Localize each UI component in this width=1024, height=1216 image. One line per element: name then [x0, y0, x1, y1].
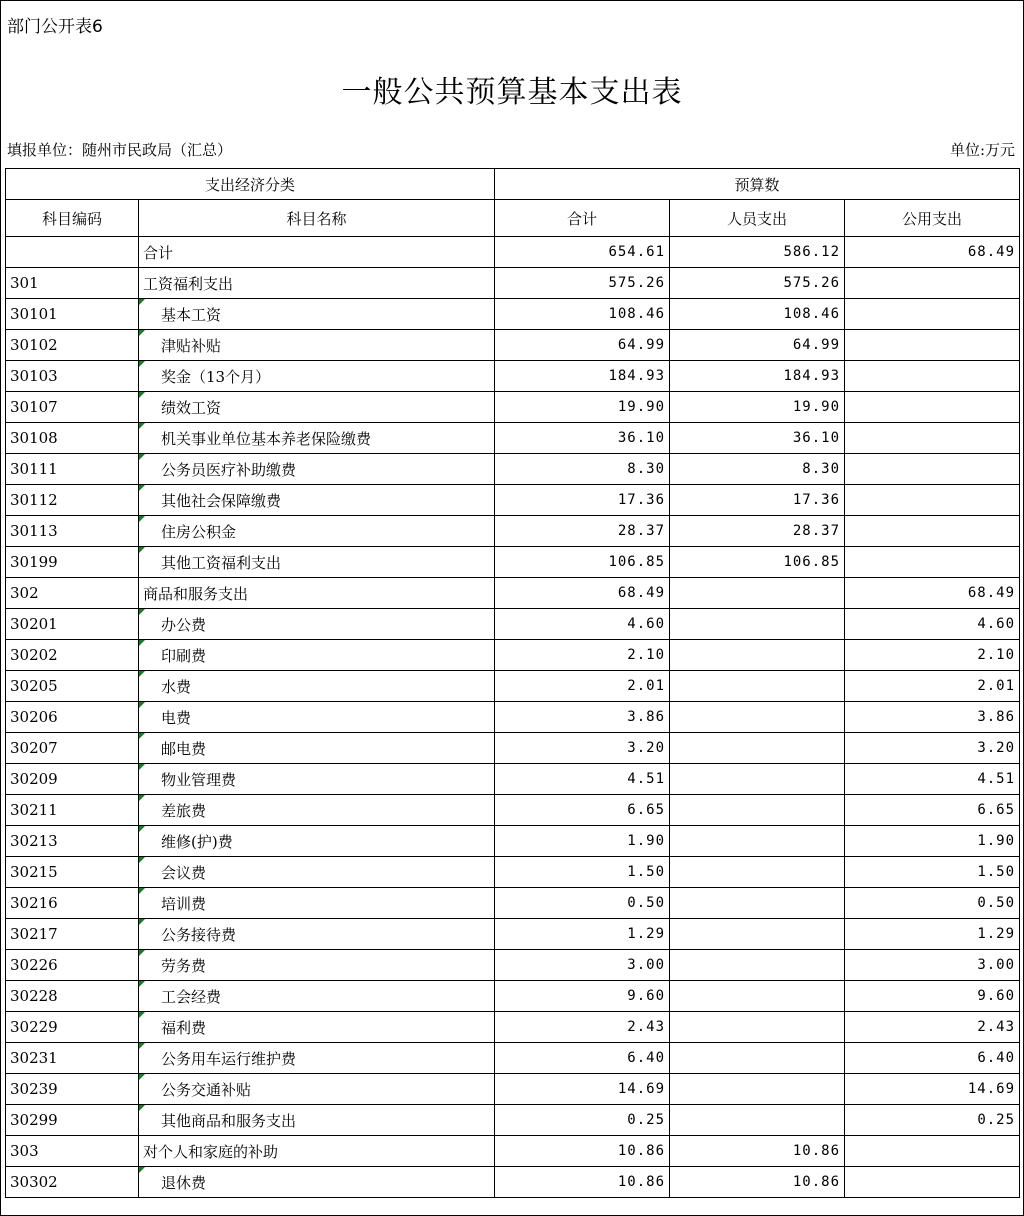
row-public: 9.60 — [845, 981, 1020, 1012]
row-name: 邮电费 — [139, 733, 495, 764]
row-public — [845, 392, 1020, 423]
row-total: 4.60 — [495, 609, 670, 640]
header-public: 公用支出 — [845, 200, 1020, 237]
row-code: 30108 — [6, 423, 139, 454]
row-name: 劳务费 — [139, 950, 495, 981]
row-code: 30299 — [6, 1105, 139, 1136]
row-total: 19.90 — [495, 392, 670, 423]
row-total: 6.65 — [495, 795, 670, 826]
row-total: 14.69 — [495, 1074, 670, 1105]
unit-row — [7, 139, 1015, 160]
row-personnel — [670, 640, 845, 671]
table-row — [6, 268, 1020, 299]
row-total: 2.43 — [495, 1012, 670, 1043]
row-code: 30217 — [6, 919, 139, 950]
row-name: 会议费 — [139, 857, 495, 888]
page-title: 一般公共预算基本支出表 — [341, 75, 683, 110]
row-public — [845, 268, 1020, 299]
row-personnel: 575.26 — [670, 268, 845, 299]
table-row — [6, 1043, 1020, 1074]
row-total: 2.10 — [495, 640, 670, 671]
row-name: 津贴补贴 — [139, 330, 495, 361]
row-name: 差旅费 — [139, 795, 495, 826]
row-public — [845, 330, 1020, 361]
row-code: 30216 — [6, 888, 139, 919]
row-personnel — [670, 702, 845, 733]
row-personnel — [670, 671, 845, 702]
row-personnel: 106.85 — [670, 547, 845, 578]
currency-unit: 单位:万元 — [949, 141, 1015, 159]
row-personnel — [670, 981, 845, 1012]
row-public — [845, 485, 1020, 516]
row-total: 28.37 — [495, 516, 670, 547]
row-code: 30213 — [6, 826, 139, 857]
row-code: 30229 — [6, 1012, 139, 1043]
row-code: 303 — [6, 1136, 139, 1167]
table-row — [6, 857, 1020, 888]
table-row — [6, 361, 1020, 392]
row-personnel: 8.30 — [670, 454, 845, 485]
row-code: 30215 — [6, 857, 139, 888]
row-total: 106.85 — [495, 547, 670, 578]
row-total: 17.36 — [495, 485, 670, 516]
table-row — [6, 609, 1020, 640]
document-label: 部门公开表6 — [7, 17, 103, 37]
row-name: 福利费 — [139, 1012, 495, 1043]
row-personnel — [670, 950, 845, 981]
row-code: 30101 — [6, 299, 139, 330]
table-row — [6, 454, 1020, 485]
row-total: 6.40 — [495, 1043, 670, 1074]
table-row — [6, 237, 1020, 268]
row-public: 3.86 — [845, 702, 1020, 733]
row-personnel — [670, 795, 845, 826]
row-code: 30206 — [6, 702, 139, 733]
row-personnel: 108.46 — [670, 299, 845, 330]
header-group-row — [6, 169, 1020, 200]
row-total: 1.50 — [495, 857, 670, 888]
table-row — [6, 671, 1020, 702]
row-code: 30199 — [6, 547, 139, 578]
row-name: 维修(护)费 — [139, 826, 495, 857]
row-name: 印刷费 — [139, 640, 495, 671]
row-total: 3.00 — [495, 950, 670, 981]
row-name: 退休费 — [139, 1167, 495, 1198]
row-name: 奖金（13个月） — [139, 361, 495, 392]
row-name: 机关事业单位基本养老保险缴费 — [139, 423, 495, 454]
row-public: 3.00 — [845, 950, 1020, 981]
row-total: 3.20 — [495, 733, 670, 764]
table-row — [6, 888, 1020, 919]
row-code: 30111 — [6, 454, 139, 485]
row-name: 公务交通补贴 — [139, 1074, 495, 1105]
row-public — [845, 361, 1020, 392]
header-column-row — [6, 200, 1020, 237]
row-name: 培训费 — [139, 888, 495, 919]
row-public — [845, 299, 1020, 330]
row-code: 30202 — [6, 640, 139, 671]
header-code: 科目编码 — [6, 200, 139, 237]
row-public: 2.10 — [845, 640, 1020, 671]
row-code: 30113 — [6, 516, 139, 547]
row-name: 电费 — [139, 702, 495, 733]
row-personnel — [670, 826, 845, 857]
row-name: 公务用车运行维护费 — [139, 1043, 495, 1074]
row-code: 30239 — [6, 1074, 139, 1105]
table-row — [6, 330, 1020, 361]
row-name: 工会经费 — [139, 981, 495, 1012]
row-name: 公务员医疗补助缴费 — [139, 454, 495, 485]
row-public: 4.51 — [845, 764, 1020, 795]
row-personnel — [670, 1012, 845, 1043]
table-row — [6, 1136, 1020, 1167]
row-personnel — [670, 1105, 845, 1136]
row-public: 0.50 — [845, 888, 1020, 919]
row-personnel — [670, 764, 845, 795]
row-code: 30205 — [6, 671, 139, 702]
row-personnel — [670, 1074, 845, 1105]
row-public: 3.20 — [845, 733, 1020, 764]
row-personnel: 184.93 — [670, 361, 845, 392]
row-code: 30231 — [6, 1043, 139, 1074]
row-total: 0.25 — [495, 1105, 670, 1136]
row-total: 68.49 — [495, 578, 670, 609]
table-row — [6, 795, 1020, 826]
row-total: 8.30 — [495, 454, 670, 485]
row-public: 14.69 — [845, 1074, 1020, 1105]
row-name: 其他商品和服务支出 — [139, 1105, 495, 1136]
row-total: 184.93 — [495, 361, 670, 392]
table-body — [6, 237, 1020, 1198]
row-public: 6.40 — [845, 1043, 1020, 1074]
row-name: 公务接待费 — [139, 919, 495, 950]
row-public: 1.29 — [845, 919, 1020, 950]
row-code: 301 — [6, 268, 139, 299]
row-public — [845, 1167, 1020, 1198]
table-row — [6, 423, 1020, 454]
header-economic-classification: 支出经济分类 — [6, 169, 495, 200]
header-budget-amount: 预算数 — [495, 169, 1020, 200]
row-total: 4.51 — [495, 764, 670, 795]
row-name: 对个人和家庭的补助 — [139, 1136, 495, 1167]
row-code: 30302 — [6, 1167, 139, 1198]
row-name: 合计 — [139, 237, 495, 268]
row-personnel: 17.36 — [670, 485, 845, 516]
header-total: 合计 — [495, 200, 670, 237]
row-code: 30201 — [6, 609, 139, 640]
row-personnel: 28.37 — [670, 516, 845, 547]
table-row — [6, 547, 1020, 578]
row-total: 575.26 — [495, 268, 670, 299]
table-row — [6, 1012, 1020, 1043]
table-row — [6, 485, 1020, 516]
row-total: 9.60 — [495, 981, 670, 1012]
header-personnel: 人员支出 — [670, 200, 845, 237]
row-public: 2.01 — [845, 671, 1020, 702]
header-name: 科目名称 — [139, 200, 495, 237]
row-total: 1.90 — [495, 826, 670, 857]
table-row — [6, 919, 1020, 950]
row-public: 68.49 — [845, 237, 1020, 268]
table-row — [6, 1074, 1020, 1105]
row-total: 2.01 — [495, 671, 670, 702]
row-public: 68.49 — [845, 578, 1020, 609]
row-code: 30102 — [6, 330, 139, 361]
table-row — [6, 299, 1020, 330]
row-personnel: 586.12 — [670, 237, 845, 268]
table-row — [6, 950, 1020, 981]
row-personnel — [670, 733, 845, 764]
row-public — [845, 547, 1020, 578]
table-row — [6, 1167, 1020, 1198]
row-code: 30103 — [6, 361, 139, 392]
row-personnel — [670, 609, 845, 640]
row-code: 30209 — [6, 764, 139, 795]
row-personnel: 36.10 — [670, 423, 845, 454]
row-total: 654.61 — [495, 237, 670, 268]
row-personnel: 64.99 — [670, 330, 845, 361]
row-personnel: 19.90 — [670, 392, 845, 423]
table-row — [6, 640, 1020, 671]
row-personnel — [670, 1043, 845, 1074]
row-name: 办公费 — [139, 609, 495, 640]
row-code: 30228 — [6, 981, 139, 1012]
row-total: 64.99 — [495, 330, 670, 361]
row-name: 其他工资福利支出 — [139, 547, 495, 578]
row-personnel: 10.86 — [670, 1167, 845, 1198]
table-row — [6, 733, 1020, 764]
row-total: 0.50 — [495, 888, 670, 919]
table-row — [6, 1105, 1020, 1136]
budget-table — [5, 168, 1020, 1198]
row-code: 30107 — [6, 392, 139, 423]
row-name: 商品和服务支出 — [139, 578, 495, 609]
row-public: 0.25 — [845, 1105, 1020, 1136]
row-name: 基本工资 — [139, 299, 495, 330]
row-total: 36.10 — [495, 423, 670, 454]
row-code: 30207 — [6, 733, 139, 764]
row-public — [845, 1136, 1020, 1167]
row-total: 10.86 — [495, 1136, 670, 1167]
reporting-unit: 填报单位：随州市民政局（汇总） — [7, 141, 233, 159]
row-name: 水费 — [139, 671, 495, 702]
row-public — [845, 516, 1020, 547]
row-public: 1.50 — [845, 857, 1020, 888]
row-name: 工资福利支出 — [139, 268, 495, 299]
table-row — [6, 516, 1020, 547]
row-name: 其他社会保障缴费 — [139, 485, 495, 516]
row-code: 30211 — [6, 795, 139, 826]
row-personnel: 10.86 — [670, 1136, 845, 1167]
row-personnel — [670, 857, 845, 888]
row-public — [845, 423, 1020, 454]
row-personnel — [670, 919, 845, 950]
row-code — [6, 237, 139, 268]
table-row — [6, 764, 1020, 795]
row-personnel — [670, 578, 845, 609]
row-public: 2.43 — [845, 1012, 1020, 1043]
row-public: 6.65 — [845, 795, 1020, 826]
row-public: 4.60 — [845, 609, 1020, 640]
table-row — [6, 981, 1020, 1012]
table-row — [6, 826, 1020, 857]
row-code: 30226 — [6, 950, 139, 981]
row-personnel — [670, 888, 845, 919]
row-total: 10.86 — [495, 1167, 670, 1198]
row-name: 物业管理费 — [139, 764, 495, 795]
table-row — [6, 392, 1020, 423]
table-row — [6, 578, 1020, 609]
row-total: 1.29 — [495, 919, 670, 950]
table-row — [6, 702, 1020, 733]
row-public: 1.90 — [845, 826, 1020, 857]
row-total: 108.46 — [495, 299, 670, 330]
row-code: 302 — [6, 578, 139, 609]
row-name: 住房公积金 — [139, 516, 495, 547]
row-public — [845, 454, 1020, 485]
row-name: 绩效工资 — [139, 392, 495, 423]
row-code: 30112 — [6, 485, 139, 516]
row-total: 3.86 — [495, 702, 670, 733]
